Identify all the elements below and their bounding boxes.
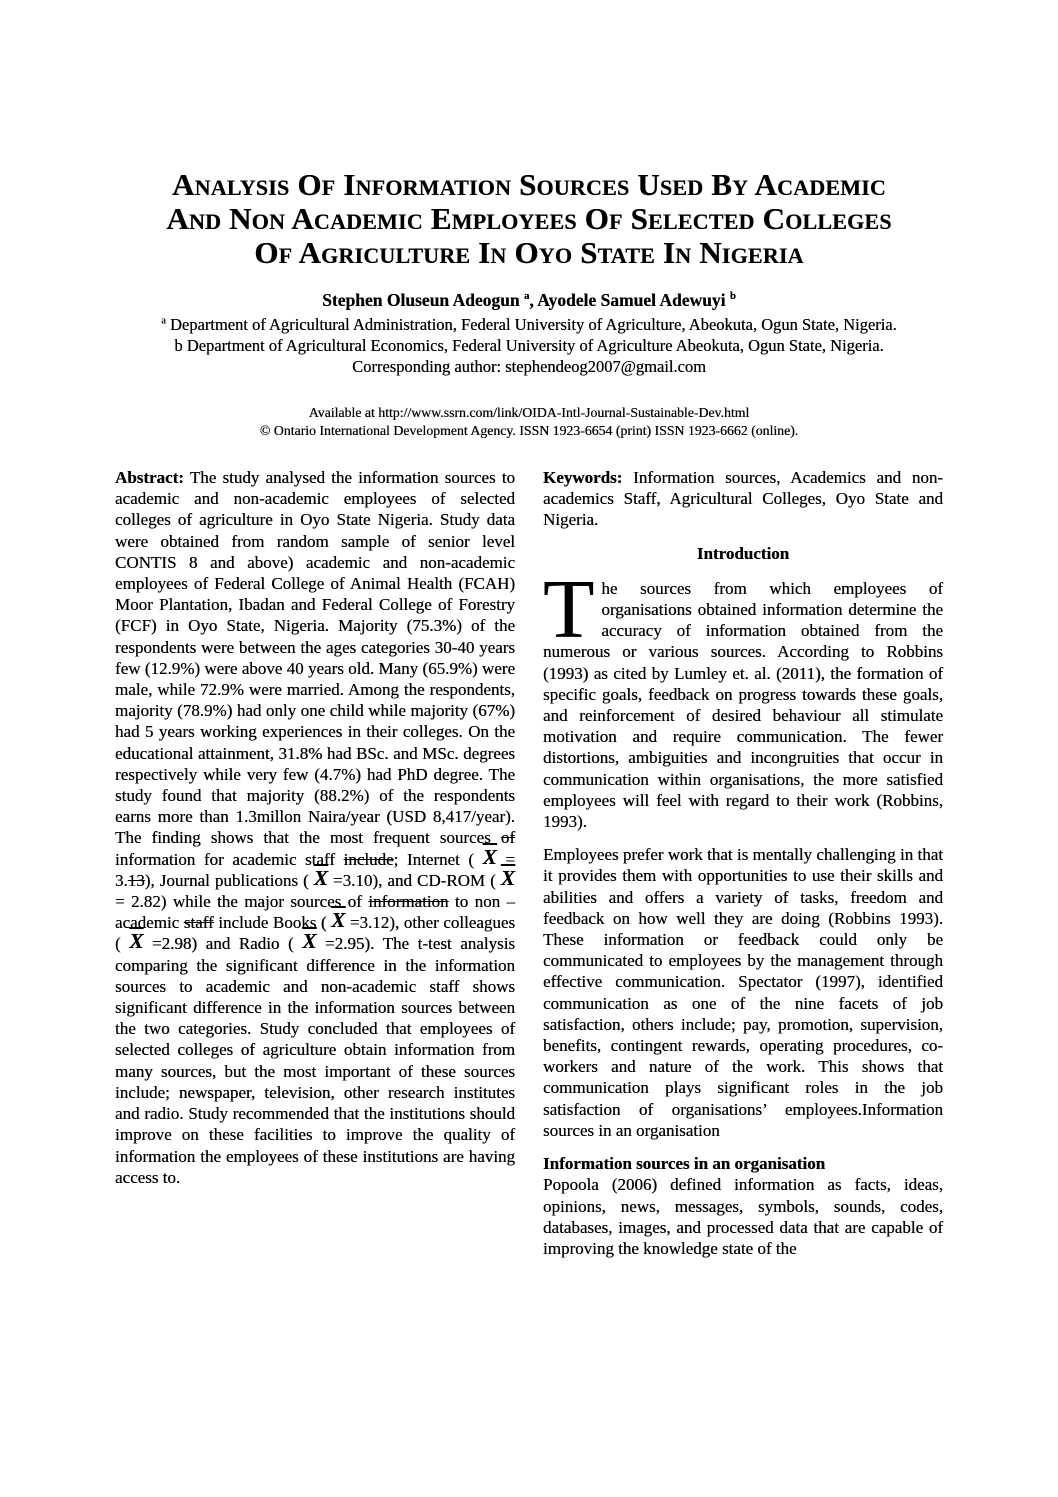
affiliations-block: [115, 314, 943, 377]
intro-paragraph-1-text: he sources from which employees of organisations obtained information determine the accuracy of information obtained from the numerous or various sources. According to Robbins (1993) as cited by Lumley et. al. (2011), the formation of specific goals, feedback on progress towards these goals, and reinforcement of desired behaviour all stimulate motivation and require communication. The fewer distortions, ambiguities and incongruities that occur in communication within organisations, the more satisfied employees will feel with regard to their work (Robbins, 1993).: [543, 578, 943, 832]
title-line-3: Of Agriculture In Oyo State In Nigeria: [254, 235, 804, 270]
text-run: of: [500, 828, 515, 848]
mean-xbar-symbol: $\overline{X}$: [302, 929, 317, 954]
text-run: include Books (: [213, 913, 332, 933]
text-run: staff: [183, 913, 214, 933]
text-run: = 2.82) while the major sources of: [115, 892, 369, 912]
text-run: information: [368, 892, 449, 912]
text-run: 13: [127, 870, 145, 890]
title-line-1: Analysis Of Information Sources Used By Academic: [172, 167, 886, 202]
text-run: b: [729, 290, 736, 303]
corresponding-author: Corresponding author: stephendeog2007@gmail.com: [352, 357, 706, 376]
right-column: [543, 467, 943, 1271]
section-paragraph-1: Popoola (2006) defined information as facts, ideas, opinions, news, messages, symbols, sounds, codes, databases, images, and processed data that are capable of improving the knowledge state of the: [543, 1175, 943, 1258]
availability-url: Available at http://www.ssrn.com/link/OIDA-Intl-Journal-Sustainable-Dev.html: [308, 405, 750, 420]
intro-paragraph-1: [543, 562, 943, 832]
section-heading-information-sources: Information sources in an organisation: [543, 1154, 826, 1174]
intro-paragraph-2: Employees prefer work that is mentally challenging in that it provides them with opportunities to use their skills and abilities and offers a variety of tasks, freedom and feedback on how well they are doing (Robbins 1993). These information or feedback could only be communicated to employees by the management through effective communication. Spectator (1997), identified communication as one of the nine facets of job satisfaction, others include; pay, promotion, supervision, benefits, contingent rewards, operating procedures, co-workers and nature of the work. This shows that communication plays significant roles in the job satisfaction of organisations’ employees.Information sources in an organisation: [543, 845, 943, 1140]
text-run: Abstract:: [115, 468, 184, 487]
text-run: ; Internet (: [393, 849, 483, 869]
text-run: include: [343, 849, 394, 869]
text-run: =2.95). The t-test analysis comparing the significant difference in the information sources to academic and non-academic staff shows significant difference in the information sources between the two categories. Study concluded that employees of selected colleges of agriculture obtain information from many sources, but the most important of these sources include; newspaper, television, other research institutes and radio. Study recommended that the institutions should improve on these facilities to improve the quality of information the employees of these institutions are having access to.: [115, 934, 515, 1187]
abstract-paragraph: [115, 467, 515, 1188]
page-title: [115, 168, 943, 270]
paper-content: [115, 0, 943, 1271]
text-run: Department of Agricultural Administration, Federal University of Agriculture, Abeokuta, Ogun State, Nigeria.: [165, 315, 897, 334]
text-run: a: [161, 315, 166, 327]
text-run: The study analysed the information sources to academic and non-academic employees of selected colleges of agriculture in Oyo State Nigeria. Study data were obtained from random sample of senior level CONTIS 8 and above) academic and non-academic employees of Federal College of Animal Health (FCAH) Moor Plantation, Ibadan and Federal College of Forestry (FCF) in Oyo State, Nigeria. Majority (75.3%) of the respondents were between the ages categories 30-40 years few (12.9%) were above 40 years old. Many (65.9%) were male, while 72.9% were married. Among the respondents, majority (78.9%) had only one child while majority (67%) had 5 years working experiences in their colleges. On the educational attainment, 31.8% had BSc. and MSc. degrees respectively while very few (4.7%) had PhD degree. The study found that majority (88.2%) of the respondents earns more than 1.3millon Naira/year (USD 8,417/year). The finding shows that the most frequent sources: [115, 468, 515, 848]
mean-xbar-symbol: $\overline{X}$: [500, 865, 516, 890]
two-column-body: [115, 467, 943, 1271]
text-run: = 3.: [115, 849, 515, 890]
mean-xbar-symbol: $\overline{X}$: [313, 865, 328, 890]
drop-cap: T: [543, 562, 595, 656]
text-run: =3.10), and CD-ROM (: [327, 870, 501, 890]
text-run: information for academic staff: [115, 849, 344, 869]
mean-xbar-symbol: $\overline{X}$: [129, 929, 144, 954]
mean-xbar-symbol: $\overline{X}$: [331, 908, 346, 933]
title-line-2: And Non Academic Employees Of Selected Colleges: [166, 201, 892, 236]
keywords-paragraph: [543, 467, 943, 531]
availability-block: [115, 404, 943, 440]
text-run: Information sources, Academics and non-academics Staff, Agricultural Colleges, Oyo State and Nigeria.: [543, 468, 943, 530]
text-run: , Ayodele Samuel Adewuyi: [529, 290, 730, 310]
affiliation-a: [115, 314, 943, 335]
text-run: =2.98) and Radio (: [143, 934, 303, 954]
authors-line: [115, 289, 943, 311]
text-run: a: [523, 290, 530, 303]
text-run: ), Journal publications (: [144, 870, 314, 890]
text-run: Keywords:: [543, 468, 623, 487]
text-run: =3.12), other colleagues (: [115, 913, 516, 954]
text-run: Stephen Oluseun Adeogun: [322, 290, 524, 310]
introduction-heading: Introduction: [696, 543, 790, 563]
mean-xbar-symbol: $\overline{X}$: [482, 844, 497, 869]
left-column: [115, 467, 515, 1271]
copyright-issn: © Ontario International Development Agency. ISSN 1923-6654 (print) ISSN 1923-6662 (online).: [259, 423, 799, 438]
text-run: to non – academic: [115, 892, 515, 933]
affiliation-b: b Department of Agricultural Economics, Federal University of Agriculture Abeokuta, Ogun State, Nigeria.: [174, 336, 884, 355]
